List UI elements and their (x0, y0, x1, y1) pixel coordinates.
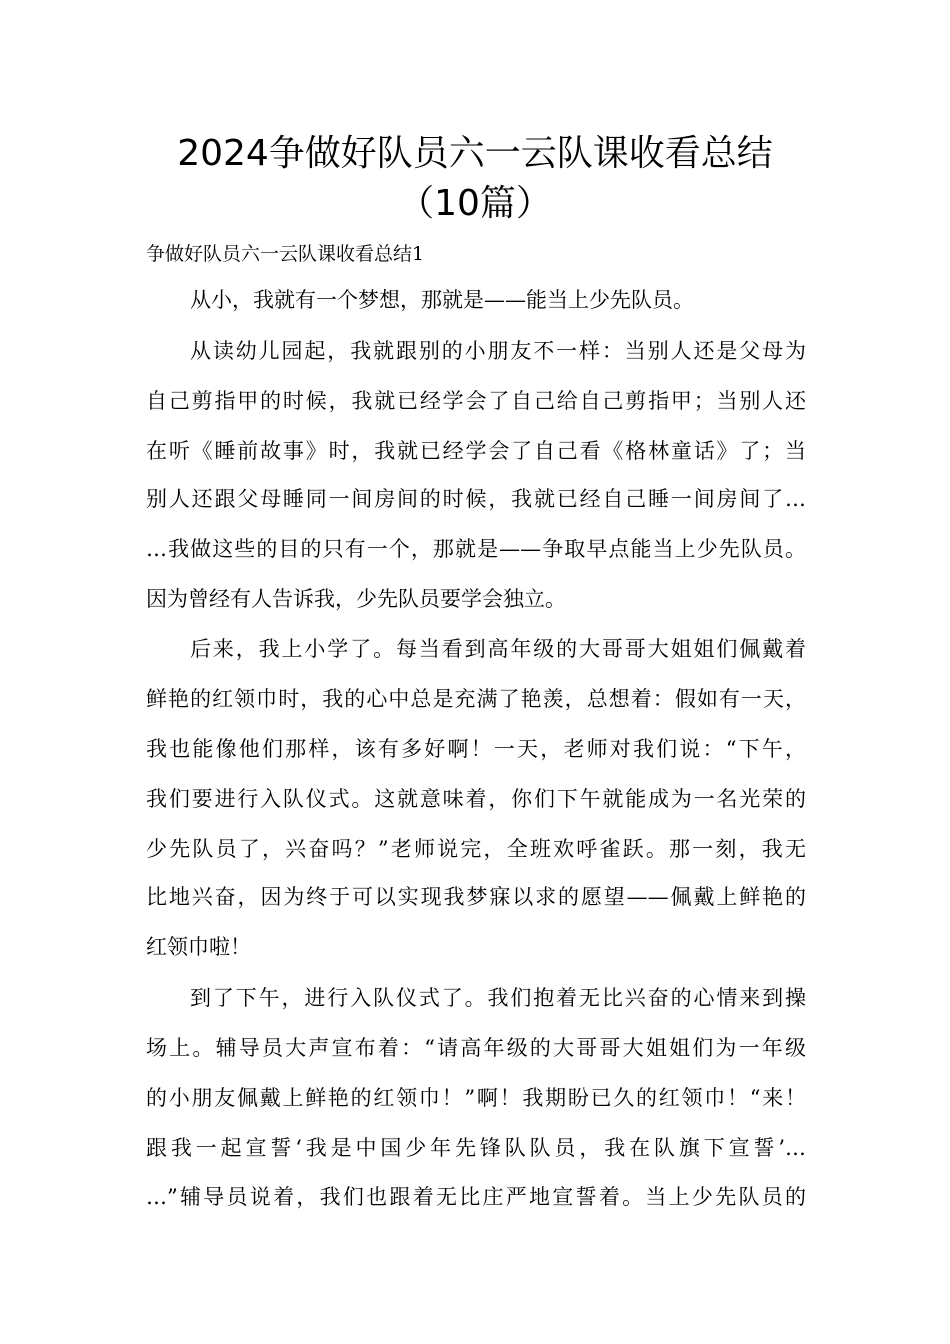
paragraph-line: 自己剪指甲的时候，我就已经学会了自己给自己剪指甲；当别人还 (146, 389, 806, 413)
paragraph-line: 少先队员了，兴奋吗？”老师说完，全班欢呼雀跃。那一刻，我无 (146, 837, 806, 861)
paragraph-line: 因为曾经有人告诉我，少先队员要学会独立。 (146, 587, 566, 611)
paragraph-line: 比地兴奋，因为终于可以实现我梦寐以求的愿望——佩戴上鲜艳的 (146, 885, 806, 909)
paragraph-line: 我也能像他们那样，该有多好啊！一天，老师对我们说：“下午， (146, 737, 806, 761)
paragraph-line: …”辅导员说着，我们也跟着无比庄严地宣誓着。当上少先队员的 (146, 1185, 806, 1209)
paragraph-line: 我们要进行入队仪式。这就意味着，你们下午就能成为一名光荣的 (146, 787, 806, 811)
section-heading: 争做好队员六一云队课收看总结1 (146, 243, 425, 265)
paragraph-line: 场上。辅导员大声宣布着：“请高年级的大哥哥大姐姐们为一年级 (146, 1036, 806, 1060)
paragraph-line: 的小朋友佩戴上鲜艳的红领巾！”啊！我期盼已久的红领巾！“来！ (146, 1086, 806, 1110)
paragraph-line: …我做这些的目的只有一个，那就是——争取早点能当上少先队员。 (146, 537, 806, 561)
paragraph-line: 跟我一起宣誓‘我是中国少年先锋队队员，我在队旗下宣誓’… (146, 1136, 806, 1160)
paragraph-line: 从读幼儿园起，我就跟别的小朋友不一样：当别人还是父母为 (190, 339, 806, 363)
paragraph-line: 到了下午，进行入队仪式了。我们抱着无比兴奋的心情来到操 (190, 986, 806, 1010)
paragraph-line: 从小，我就有一个梦想，那就是——能当上少先队员。 (190, 288, 694, 312)
paragraph-line: 别人还跟父母睡同一间房间的时候，我就已经自己睡一间房间了… (146, 487, 806, 511)
paragraph-line: 鲜艳的红领巾时，我的心中总是充满了艳羡，总想着：假如有一天， (146, 687, 806, 711)
document-title-line-1: 2024争做好队员六一云队课收看总结 (177, 133, 773, 174)
paragraph-line: 后来，我上小学了。每当看到高年级的大哥哥大姐姐们佩戴着 (190, 637, 806, 661)
paragraph-line: 在听《睡前故事》时，我就已经学会了自己看《格林童话》了；当 (146, 439, 806, 463)
paragraph-line: 红领巾啦！ (146, 935, 251, 959)
document-title-line-2: （10篇） (398, 183, 552, 224)
